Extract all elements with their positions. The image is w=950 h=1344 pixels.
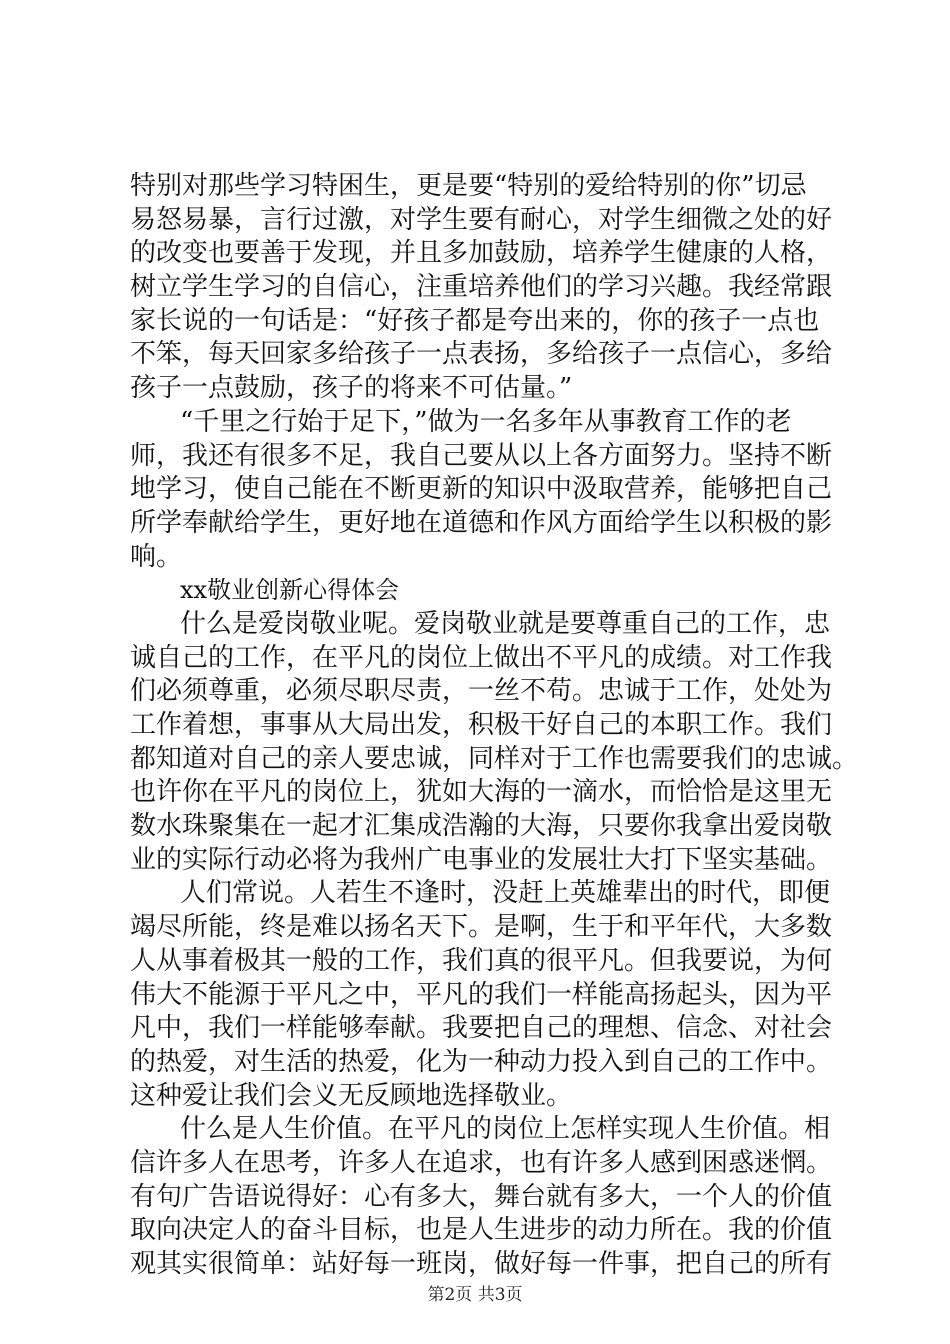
text-line: 伟大不能源于平凡之中，平凡的我们一样能高扬起头，因为平: [130, 979, 833, 1010]
text-line: 人们常说。人若生不逢时，没赶上英雄辈出的时代，即便: [180, 878, 831, 909]
text-line: “千里之行始于足下，”做为一名多年从事教育工作的老: [180, 406, 792, 437]
text-line: 也许你在平凡的岗位上，犹如大海的一滴水，而恰恰是这里无: [130, 777, 833, 808]
text-line: 信许多人在思考，许多人在追求，也有许多人感到困惑迷惘。: [130, 1147, 833, 1178]
text-line: 业的实际行动必将为我州广电事业的发展壮大打下坚实基础。: [130, 844, 833, 875]
text-line: 数水珠聚集在一起才汇集成浩瀚的大海，只要你我拿出爱岗敬: [130, 811, 833, 842]
text-line: 响。: [130, 541, 183, 572]
text-line: 什么是人生价值。在平凡的岗位上怎样实现人生价值。相: [180, 1114, 831, 1145]
text-line: 观其实很简单：站好每一班岗，做好每一件事，把自己的所有: [130, 1249, 833, 1279]
text-line: 取向决定人的奋斗目标，也是人生进步的动力所在。我的价值: [130, 1215, 833, 1246]
text-line: 诚自己的工作，在平凡的岗位上做出不平凡的成绩。对工作我: [130, 642, 833, 673]
text-line: 孩子一点鼓励，孩子的将来不可估量。”: [130, 373, 573, 404]
text-line: 的改变也要善于发现，并且多加鼓励，培养学生健康的人格，: [130, 238, 833, 269]
text-line: 的热爱，对生活的热爱，化为一种动力投入到自己的工作中。: [130, 1046, 833, 1077]
text-line: 凡中，我们一样能够奉献。我要把自己的理想、信念、对社会: [130, 1013, 833, 1044]
text-line: 家长说的一句话是：“好孩子都是夸出来的，你的孩子一点也: [130, 305, 820, 336]
section-heading: xx敬业创新心得体会: [180, 576, 400, 605]
text-line: 什么是爱岗敬业呢。爱岗敬业就是要尊重自己的工作，忠: [180, 608, 831, 639]
text-line: 树立学生学习的自信心，注重培养他们的学习兴趣。我经常跟: [130, 272, 833, 303]
text-line: 特别对那些学习特困生，更是要“特别的爱给特别的你”切忌: [130, 171, 807, 201]
text-line: 不笨，每天回家多给孩子一点表扬，多给孩子一点信心，多给: [130, 339, 833, 370]
text-line: 地学习，使自己能在不断更新的知识中汲取营养，能够把自己: [130, 474, 833, 505]
text-line: 所学奉献给学生，更好地在道德和作风方面给学生以积极的影: [130, 507, 833, 538]
text-line: 都知道对自己的亲人要忠诚，同样对于工作也需要我们的忠诚。: [130, 743, 859, 774]
text-line: 工作着想，事事从大局出发，积极干好自己的本职工作。我们: [130, 710, 833, 740]
text-line: 有句广告语说得好：心有多大，舞台就有多大，一个人的价值: [130, 1181, 833, 1212]
text-line: 这种爱让我们会义无反顾地选择敬业。: [130, 1080, 573, 1111]
document-body: [130, 170, 859, 1282]
text-line: 人从事着极其一般的工作，我们真的很平凡。但我要说，为何: [130, 945, 833, 976]
text-line: 易怒易暴，言行过激，对学生要有耐心，对学生细微之处的好: [130, 204, 833, 235]
text-line: 竭尽所能，终是难以扬名天下。是啊，生于和平年代，大多数: [130, 912, 833, 943]
page-footer: 第2页 共3页: [427, 1285, 523, 1305]
text-line: 师，我还有很多不足，我自己要从以上各方面努力。坚持不断: [130, 440, 833, 471]
text-line: 们必须尊重，必须尽职尽责，一丝不苟。忠诚于工作，处处为: [130, 676, 833, 707]
